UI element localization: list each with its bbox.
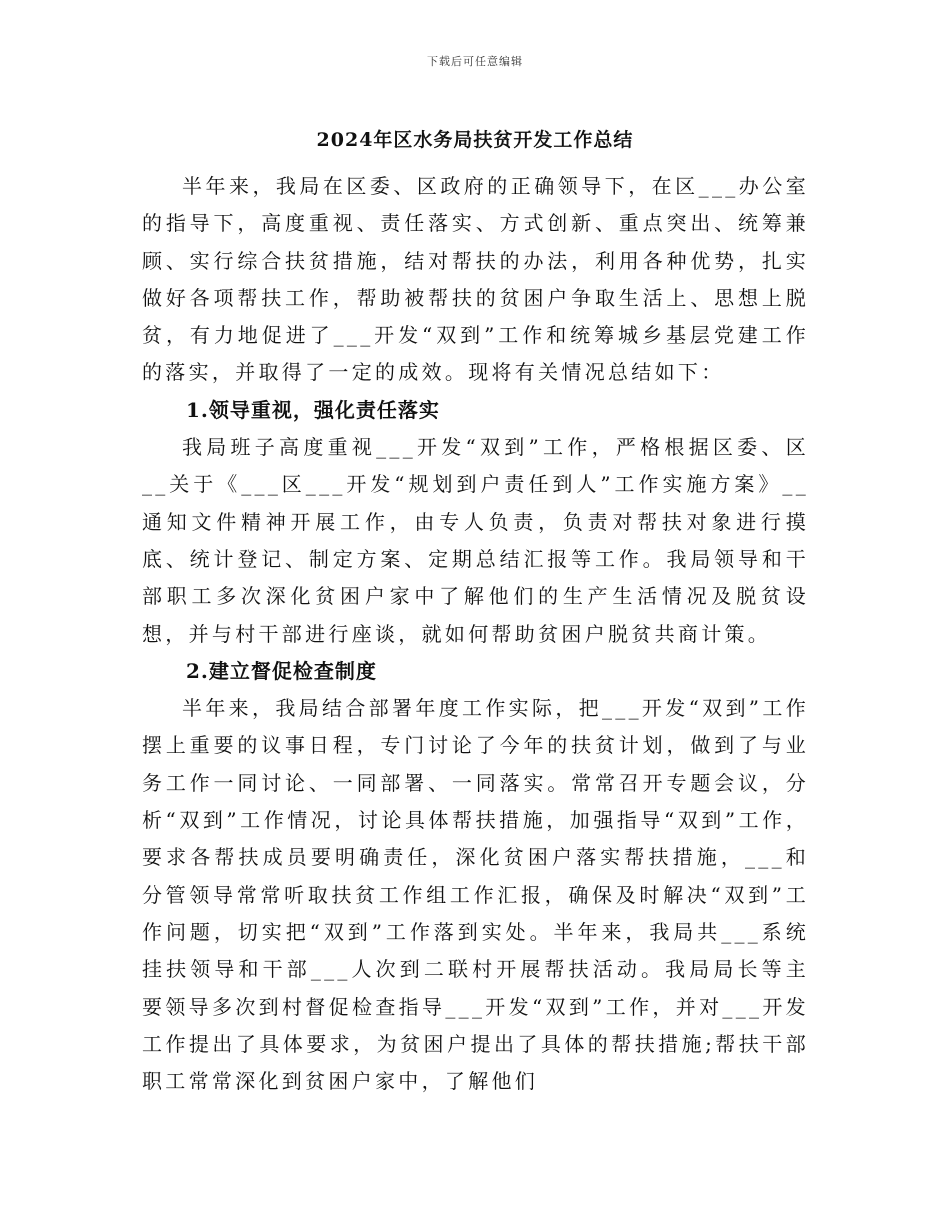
document-title: 2024年区水务局扶贫开发工作总结 bbox=[316, 129, 634, 151]
intro-paragraph: 半年来，我局在区委、区政府的正确领导下，在区___办公室的指导下，高度重视、责任落实、方式创新、重点突出、统筹兼顾、实行综合扶贫措施，结对帮扶的办法，利用各种优势，扎实做好各项帮扶工作，帮助被帮扶的贫困户争取生活上、思想上脱贫，有力地促进了___开发“双到”工作和统筹城乡基层党建工作的落实，并取得了一定的成效。现将有关情况总结如下： bbox=[142, 174, 809, 385]
section-2-paragraph: 半年来，我局结合部署年度工作实际，把___开发“双到”工作摆上重要的议事日程，专门讨论了今年的扶贫计划，做到了与业务工作一同讨论、一同部署、一同落实。常常召开专题会议，分析“双到”工作情况，讨论具体帮扶措施，加强指导“双到”工作，要求各帮扶成员要明确责任，深化贫困户落实帮扶措施，___和分管领导常常听取扶贫工作组工作汇报，确保及时解决“双到”工作问题，切实把“双到”工作落到实处。半年来，我局共___系统挂扶领导和干部___人次到二联村开展帮扶活动。我局局长等主要领导多次到村督促检查指导___开发“双到”工作，并对___开发工作提出了具体要求，为贫困户提出了具体的帮扶措施;帮扶干部职工常常深化到贫困户家中，了解他们 bbox=[142, 696, 809, 1094]
document-body bbox=[142, 168, 809, 1100]
section-1-paragraph: 我局班子高度重视___开发“双到”工作，严格根据区委、区__关于《___区___开发“规划到户责任到人”工作实施方案》__通知文件精神开展工作，由专人负责，负责对帮扶对象进行摸底、统计登记、制定方案、定期总结汇报等工作。我局领导和干部职工多次深化贫困户家中了解他们的生产生活情况及脱贫设想，并与村干部进行座谈，就如何帮助贫困户脱贫共商计策。 bbox=[142, 435, 809, 646]
header-note: 下载后可任意编辑 bbox=[427, 55, 523, 68]
section-2-heading: 2.建立督促检查制度 bbox=[186, 658, 377, 683]
section-1-heading: 1.领导重视，强化责任落实 bbox=[186, 397, 440, 422]
